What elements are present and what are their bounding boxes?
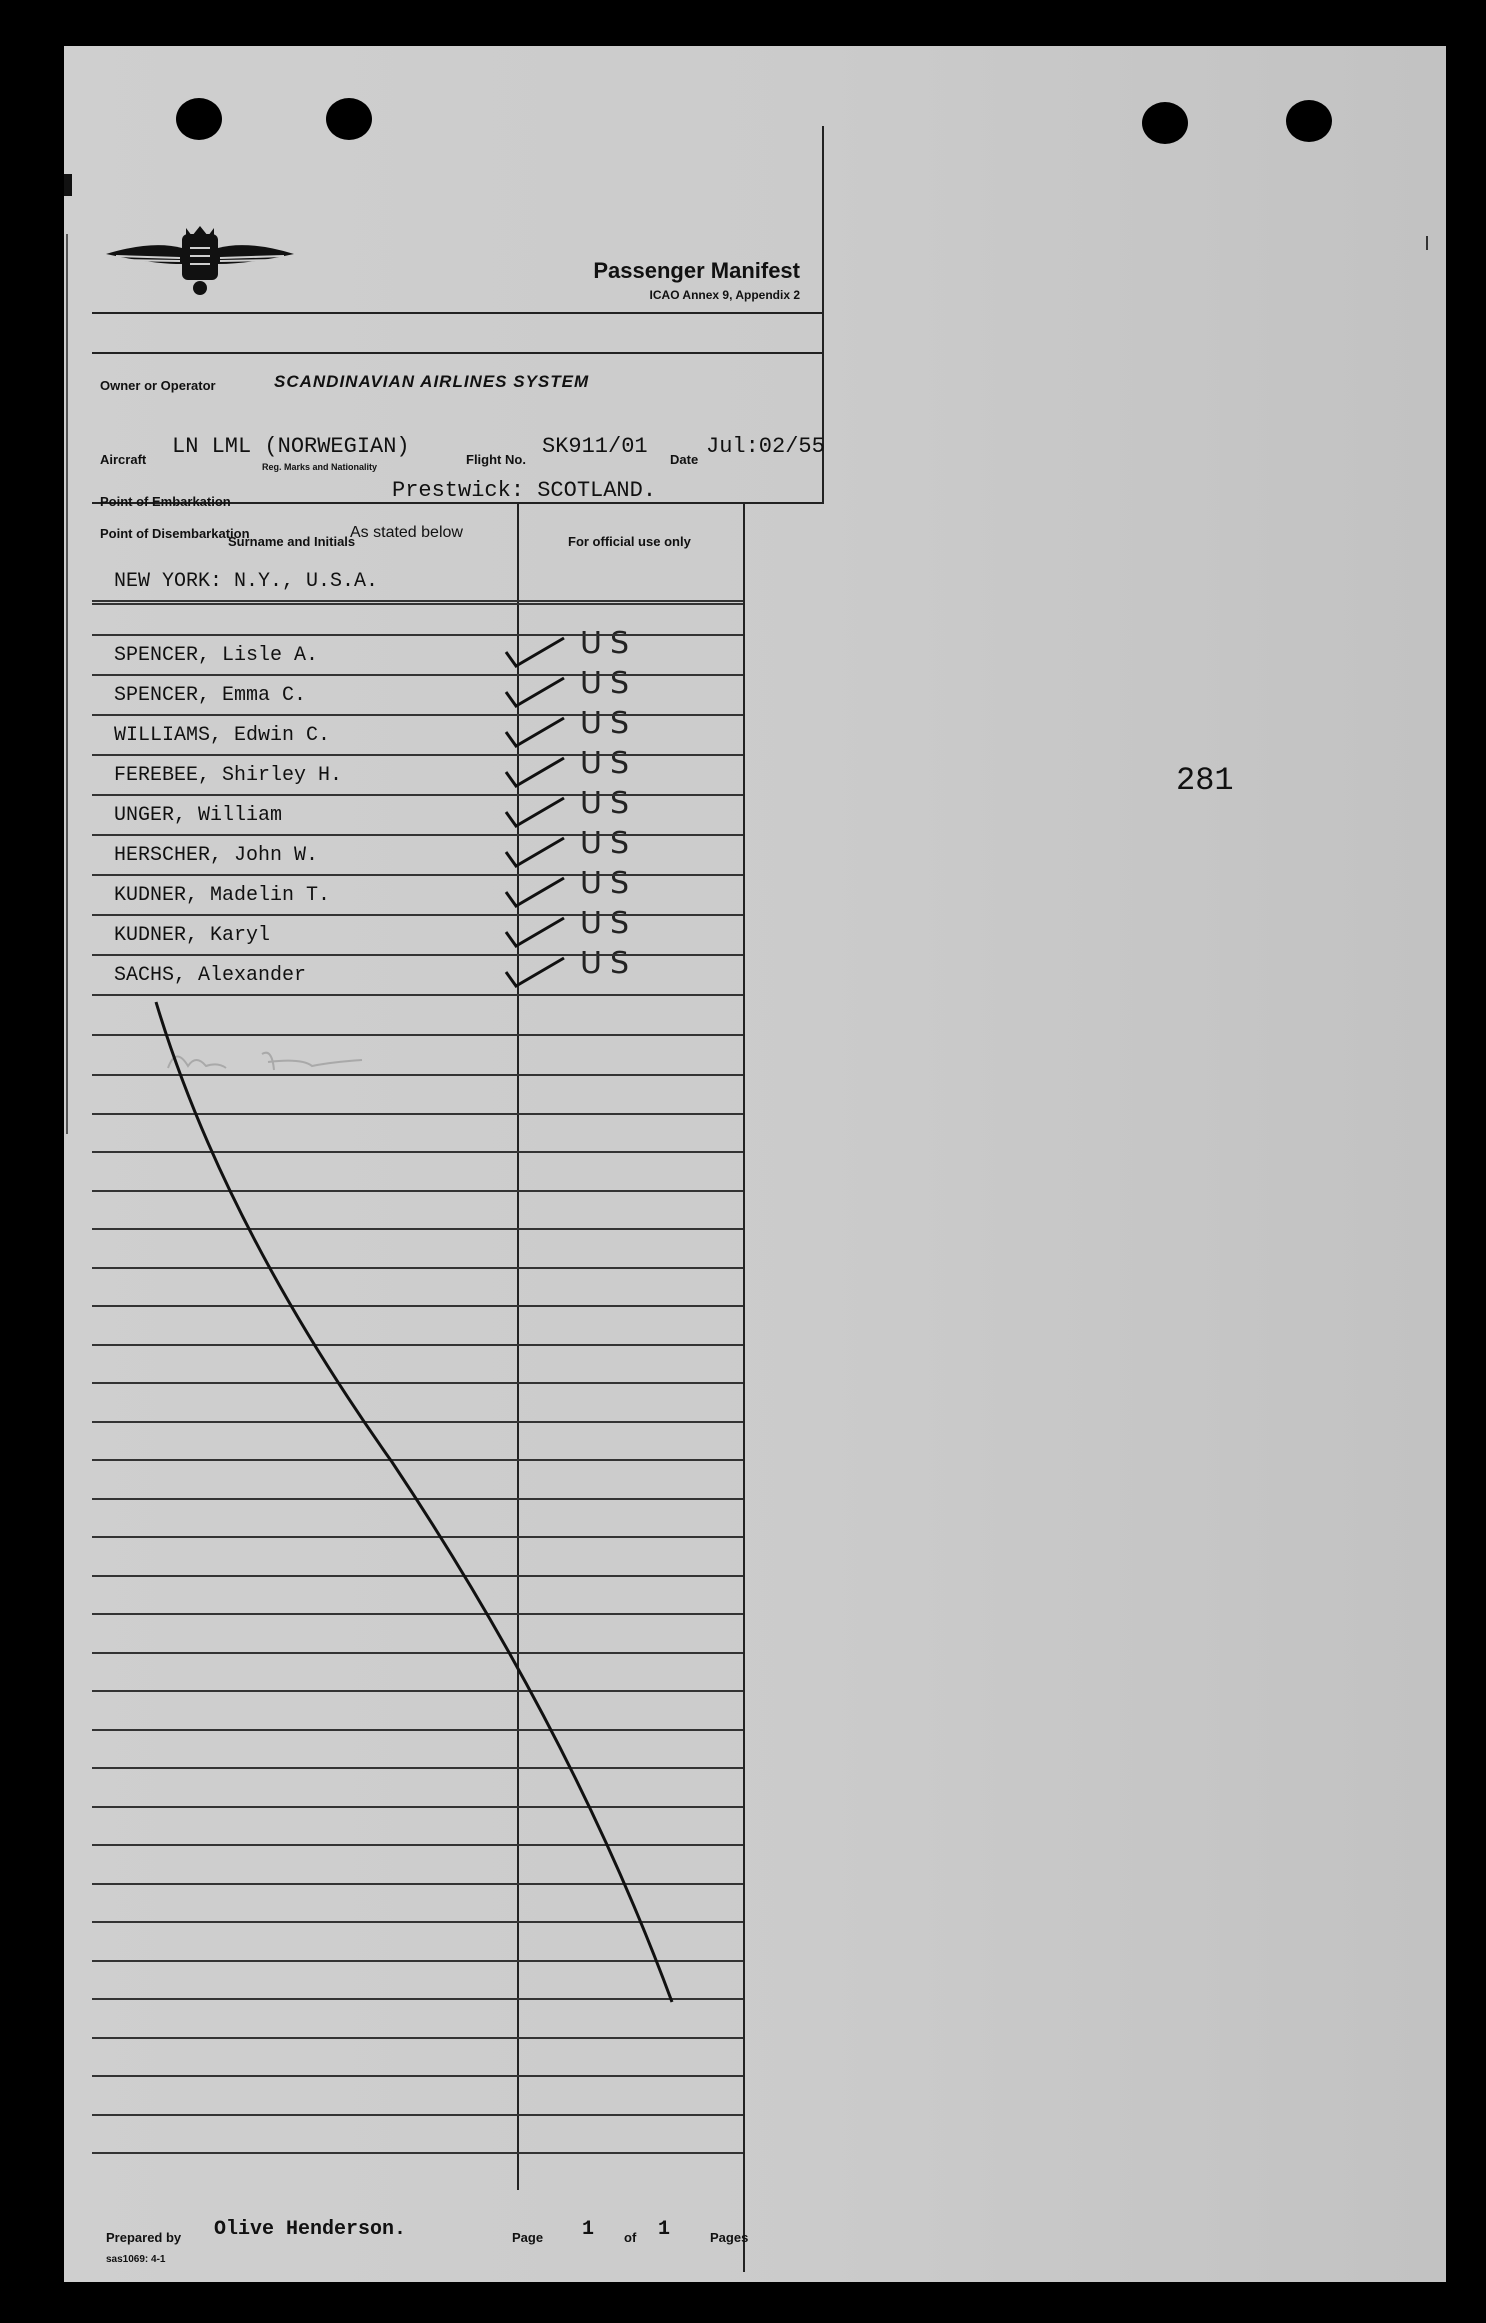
official-use-column-header: For official use only [568, 534, 691, 549]
citizenship-mark: US [580, 826, 638, 861]
disembarkation-label: Point of Disembarkation [100, 526, 250, 541]
aircraft-label: Aircraft [100, 452, 147, 467]
form-subtitle: ICAO Annex 9, Appendix 2 [649, 288, 800, 302]
citizenship-mark: US [580, 906, 638, 941]
citizenship-mark: US [580, 706, 638, 741]
airline-wings-logo-icon [102, 220, 298, 298]
embarkation-value: Prestwick: SCOTLAND. [392, 478, 657, 503]
prepared-by-value: Olive Henderson. [214, 2218, 407, 2241]
date-value: Jul:02/55 [706, 434, 825, 459]
flight-value: SK911/01 [542, 434, 648, 459]
passenger-name: FEREBEE, Shirley H. [114, 764, 343, 787]
page-label: Page [512, 2230, 544, 2245]
header-rule [92, 352, 822, 354]
date-label: Date [670, 452, 699, 467]
of-label: of [624, 2230, 637, 2245]
disembarkation-value: As stated below [350, 524, 463, 541]
left-edge-marks [64, 174, 74, 1174]
manifest-header [92, 126, 825, 541]
operator-label: Owner or Operator [100, 378, 216, 393]
citizenship-mark: US [580, 946, 638, 981]
citizenship-mark: US [580, 746, 638, 781]
prepared-by-label: Prepared by [106, 2230, 182, 2245]
header-rule [92, 312, 822, 314]
passenger-name: SACHS, Alexander [114, 964, 307, 987]
aircraft-value: LN LML (NORWEGIAN) [172, 434, 410, 459]
manifest-footer [92, 2190, 749, 2272]
page-count-value: 1 [658, 2218, 671, 2241]
citizenship-mark: US [580, 626, 638, 661]
margin-mark [1426, 236, 1428, 250]
form-title: Passenger Manifest [593, 258, 800, 283]
reg-marks-label: Reg. Marks and Nationality [262, 462, 378, 472]
citizenship-mark: US [580, 866, 638, 901]
surname-column-header: Surname and Initials [228, 534, 356, 549]
flight-label: Flight No. [466, 452, 526, 467]
manifest-sheet [64, 46, 1446, 2282]
destination-heading: NEW YORK: N.Y., U.S.A. [114, 570, 379, 593]
void-strike-line [92, 502, 743, 2190]
punch-hole [1286, 100, 1332, 142]
citizenship-mark: US [580, 786, 638, 821]
passenger-name: UNGER, William [114, 804, 283, 827]
manifest-form [92, 126, 825, 2272]
page-value: 1 [582, 2218, 595, 2241]
passenger-name: WILLIAMS, Edwin C. [114, 724, 331, 747]
embarkation-label: Point of Embarkation [100, 494, 231, 509]
form-code: sas1069: 4-1 [106, 2254, 166, 2265]
passenger-name: SPENCER, Lisle A. [114, 644, 319, 667]
passenger-name: KUDNER, Karyl [114, 924, 271, 947]
punch-hole [1142, 102, 1188, 144]
stamped-page-number: 281 [1176, 762, 1234, 799]
operator-value: SCANDINAVIAN AIRLINES SYSTEM [274, 372, 590, 391]
passenger-name: HERSCHER, John W. [114, 844, 319, 867]
passenger-table [92, 502, 745, 2190]
pages-label: Pages [710, 2230, 749, 2245]
passenger-name: SPENCER, Emma C. [114, 684, 307, 707]
citizenship-mark: US [580, 666, 638, 701]
passenger-name: KUDNER, Madelin T. [114, 884, 331, 907]
